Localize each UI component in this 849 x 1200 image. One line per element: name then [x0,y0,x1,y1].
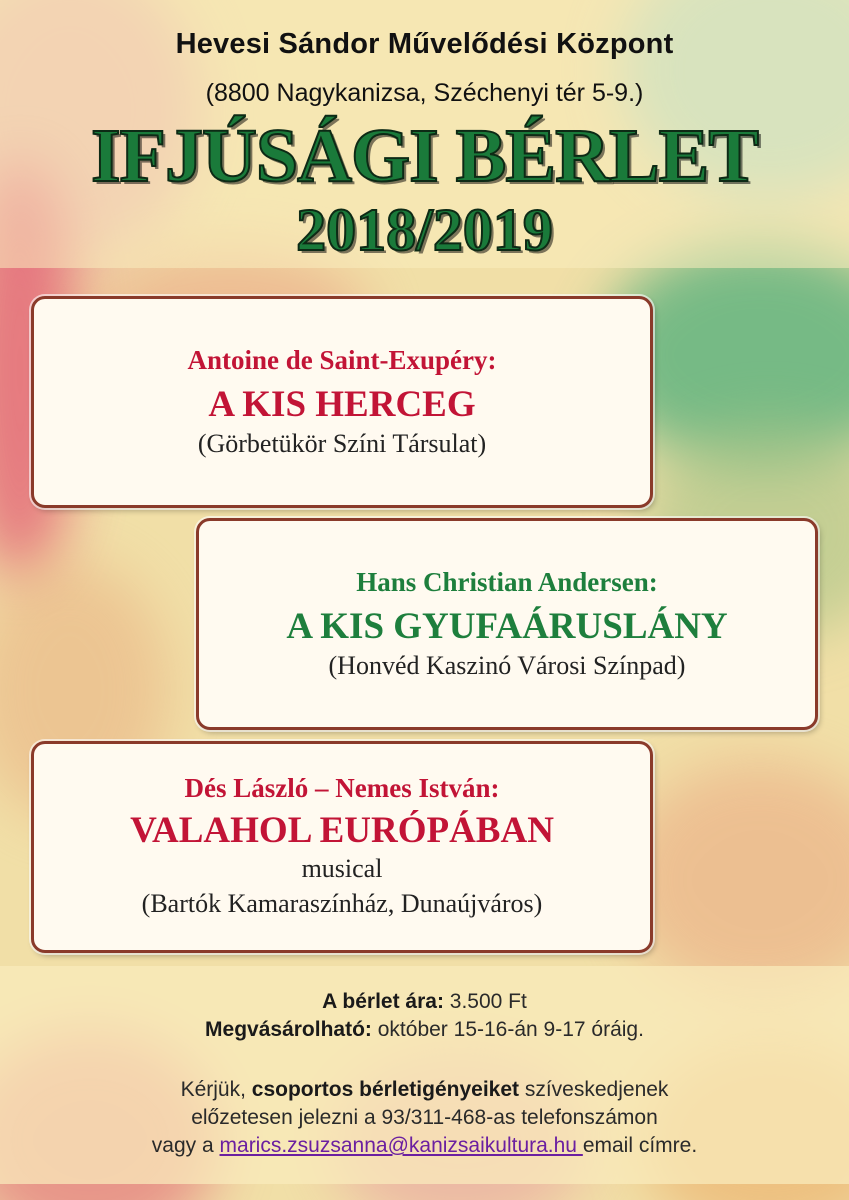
season-label: 2018/2019 [296,197,553,263]
note-line-2: előzetesen jelezni a 93/311-468-as telefonszámon [191,1106,658,1129]
show-author: Hans Christian Andersen: [356,567,658,597]
organization-address: (8800 Nagykanizsa, Széchenyi tér 5-9.) [205,79,644,107]
price-label: A bérlet ára: [322,990,444,1013]
note-text: szíveskedjenek [519,1078,669,1101]
show-author: Antoine de Saint-Exupéry: [187,345,497,375]
show-card-2 [196,518,818,730]
note-text: vagy a [151,1134,220,1157]
organization-name: Hevesi Sándor Művelődési Központ [175,28,674,60]
show-company: (Görbetükör Színi Társulat) [197,429,487,458]
pass-title: IFJÚSÁGI BÉRLET [90,114,759,198]
note-line-1 [0,1078,849,1102]
price-value: 3.500 Ft [443,990,527,1013]
show-title: A KIS HERCEG [208,384,476,425]
show-title: A KIS GYUFAÁRUSLÁNY [286,606,728,647]
show-company: (Honvéd Kaszinó Városi Színpad) [328,651,686,680]
note-text: Kérjük, [180,1078,252,1101]
availability-value: október 15-16-án 9-17 óráig. [371,1018,644,1041]
show-title: VALAHOL EURÓPÁBAN [130,810,554,851]
show-company: (Bartók Kamaraszínház, Dunaújváros) [141,889,543,918]
show-card-1 [31,296,653,508]
show-author: Dés László – Nemes István: [184,773,500,803]
note-line-3 [0,1134,849,1158]
note-text: email címre. [582,1134,698,1157]
note-bold-text: csoportos bérletigényeiket [251,1078,520,1101]
availability-label: Megvásárolható: [205,1018,372,1041]
price-line [0,990,849,1014]
show-genre: musical [301,854,383,883]
availability-line [0,1018,849,1042]
show-card-3 [31,741,653,953]
email-link[interactable]: marics.zsuzsanna@kanizsaikultura.hu [219,1134,583,1157]
